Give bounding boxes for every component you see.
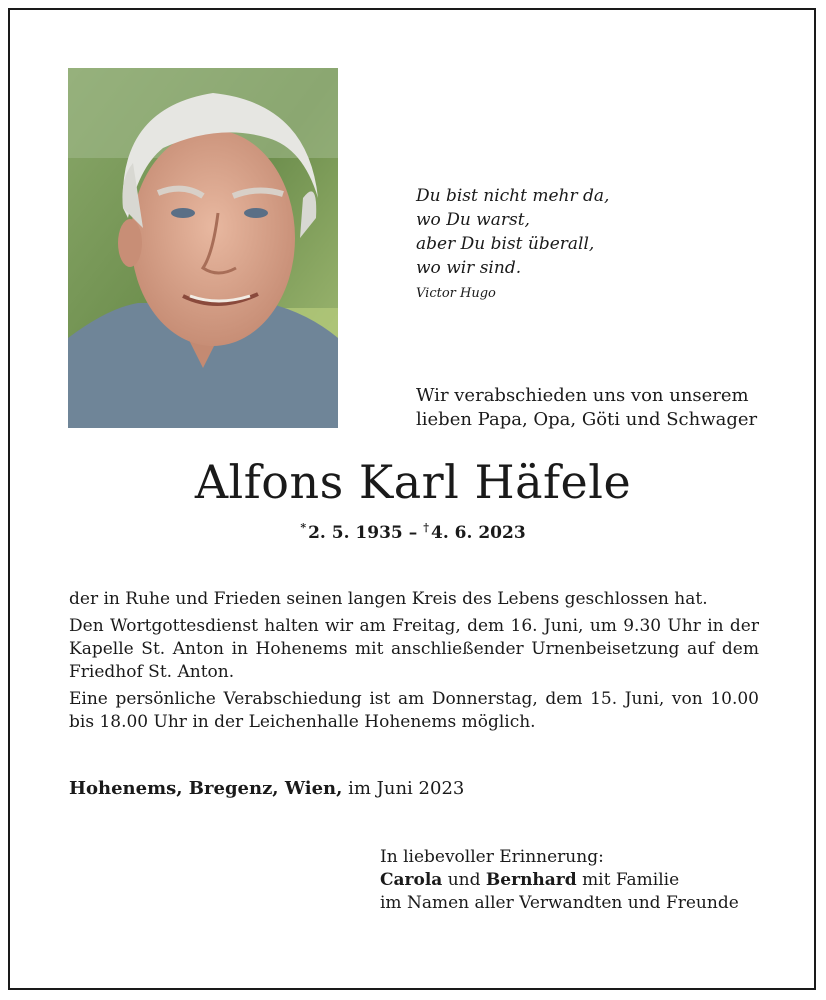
portrait-photo (68, 68, 338, 428)
signoff-block (380, 846, 739, 915)
body-paragraph: der in Ruhe und Frieden seinen langen Kreis des Lebens geschlossen hat. (69, 589, 708, 609)
quote-block (416, 184, 609, 301)
death-symbol: † (423, 521, 430, 534)
intro-line-2: lieben Papa, Opa, Göti und Schwager (416, 409, 758, 430)
places: Hohenems, Bregenz, Wien, (69, 778, 343, 799)
mourner-name: Bernhard (485, 870, 577, 890)
body-paragraph: Eine persönliche Verabschiedung ist am Donnerstag, dem 15. Juni, von 10.00 bis 18.00 Uhr in der Leichenhalle Hohenems möglich. (69, 689, 759, 732)
quote-line: wo wir sind. (416, 258, 522, 278)
mourner-name: Carola (380, 870, 443, 890)
notice-body (69, 588, 759, 738)
signoff-line-1: In liebevoller Erinnerung: (380, 847, 604, 867)
place-date-line (69, 778, 464, 799)
quote-line: wo Du warst, (416, 210, 530, 230)
quote-line: Du bist nicht mehr da, (416, 186, 610, 206)
signoff-line-3: im Namen aller Verwandten und Freunde (380, 893, 739, 913)
body-paragraph: Den Wortgottesdienst halten wir am Freitag, dem 16. Juni, um 9.30 Uhr in der Kapelle St. Anton in Hohenems mit anschließender Urnenbeisetzung auf dem Friedhof St. Anton. (69, 616, 759, 682)
birth-symbol: * (300, 521, 307, 534)
quote-author: Victor Hugo (416, 286, 496, 301)
deceased-name: Alfons Karl Häfele (194, 455, 632, 509)
signoff-names (380, 869, 739, 892)
birth-date: 2. 5. 1935 (308, 523, 403, 543)
intro-text (416, 384, 757, 432)
intro-line-1: Wir verabschieden uns von unserem (416, 385, 749, 406)
quote-line: aber Du bist überall, (416, 234, 595, 254)
with-family: mit Familie (582, 870, 680, 890)
notice-date: im Juni 2023 (348, 778, 465, 799)
life-dates (0, 523, 826, 543)
conjunction: und (447, 870, 481, 890)
date-separator: – (408, 523, 418, 543)
death-date: 4. 6. 2023 (431, 523, 526, 543)
